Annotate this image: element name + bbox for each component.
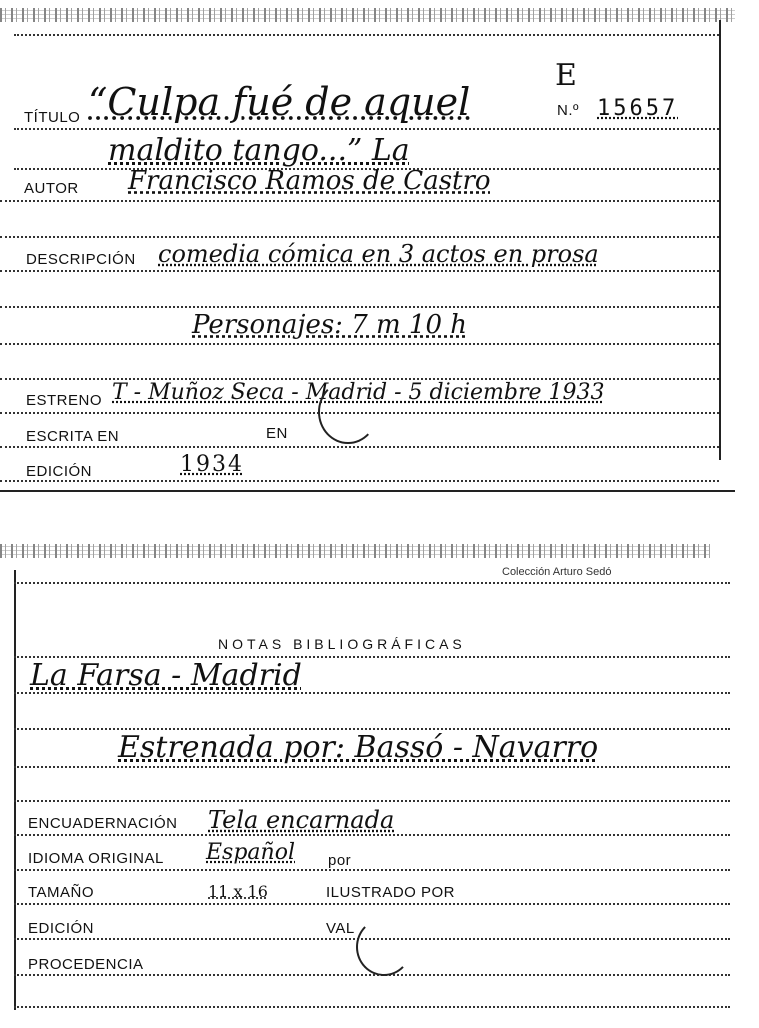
idioma-value: Español [206,840,295,865]
descripcion-label: DESCRIPCIÓN [26,251,136,268]
rule [0,270,719,272]
rule [14,834,730,836]
number-value: 15657 [597,96,679,121]
rule [14,903,730,905]
edicion-label-bottom: EDICIÓN [28,920,95,937]
rule [14,582,730,584]
idioma-label: IDIOMA ORIGINAL [28,850,164,867]
procedencia-label: PROCEDENCIA [28,956,144,973]
card-bottom-border [0,490,735,492]
rule [0,343,719,345]
rule [14,692,730,694]
titulo-value-line1: “Culpa fué de aquel [88,80,471,124]
descripcion-value: comedia cómica en 3 actos en prosa [158,240,599,268]
number-label: N.º [557,102,579,119]
rule [14,1006,730,1008]
rule [0,446,719,448]
scan-noise-strip [0,8,735,22]
en-label: EN [266,425,288,442]
rule [0,480,719,482]
scan-noise-strip [0,544,710,558]
rule [14,34,719,36]
rule [0,236,719,238]
estreno-value: T - Muñoz Seca - Madrid - 5 diciembre 1933 [112,380,605,405]
note-line1: La Farsa - Madrid [30,658,302,693]
encuadernacion-value: Tela encarnada [208,806,395,834]
edicion-value: 1934 [180,452,244,477]
notes-heading: NOTAS BIBLIOGRÁFICAS [218,636,466,652]
autor-label: AUTOR [24,180,79,197]
estreno-label: ESTRENO [26,392,103,409]
tamano-label: TAMAÑO [28,884,95,901]
notes-card [0,540,759,1028]
rule [14,869,730,871]
escrita-en-label: ESCRITA EN [26,428,120,445]
tamano-value: 11 x 16 [208,882,268,901]
catalog-card [0,0,759,495]
titulo-label: TÍTULO [24,109,81,126]
rule [14,974,730,976]
rule [0,306,719,308]
encuadernacion-label: ENCUADERNACIÓN [28,815,178,832]
rule [14,800,730,802]
edicion-label: EDICIÓN [26,463,93,480]
card-right-border [719,20,721,460]
card-left-border [14,570,16,1010]
collection-label: Colección Arturo Sedó [502,566,612,578]
punch-hole-mark [318,380,378,444]
autor-value: Francisco Ramos de Castro [128,166,491,196]
note-line2: Estrenada por: Bassó - Navarro [118,730,599,765]
class-mark: E [555,58,577,93]
por-label: por [328,852,352,869]
ilustrado-label: ILUSTRADO POR [326,884,456,901]
punch-hole-mark [356,918,412,976]
valor-label: VAL [326,920,355,937]
rule [14,766,730,768]
personajes-value: Personajes: 7 m 10 h [192,310,468,340]
titulo-value-line2: maldito tango...” La [108,133,410,168]
rule [14,128,719,130]
rule [0,200,719,202]
